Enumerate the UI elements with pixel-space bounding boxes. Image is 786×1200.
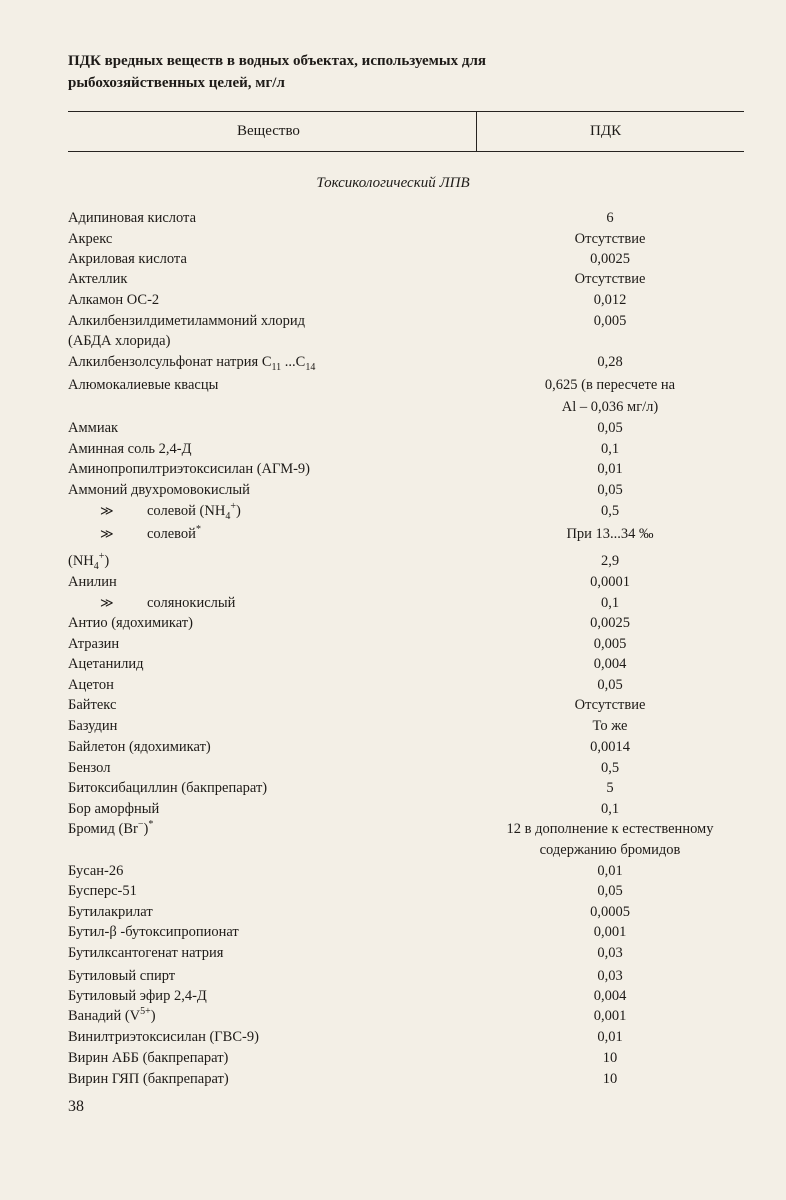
pdk-value: То же xyxy=(592,718,628,734)
pdk-value: Al – 0,036 мг/л) xyxy=(561,399,659,415)
pdk-value: 0,5 xyxy=(600,760,620,776)
column-header-substance: Вещество xyxy=(237,123,300,139)
pdk-value: 6 xyxy=(606,210,614,226)
substance-name: Акрекс xyxy=(68,231,113,247)
substance-name: Бор аморфный xyxy=(68,801,160,817)
substance-name: Бутиловый эфир 2,4-Д xyxy=(68,988,207,1004)
pdk-value: 10 xyxy=(602,1050,618,1066)
ditto-mark: ≫ xyxy=(100,526,114,541)
pdk-value: 0,1 xyxy=(600,595,620,611)
substance-name: Винилтриэтоксисилан (ГВС-9) xyxy=(68,1029,259,1045)
column-header-pdk: ПДК xyxy=(590,123,622,139)
substance-name: Алюмокалиевые квасцы xyxy=(68,377,219,393)
substance-name: Бутил-β -бутоксипропионат xyxy=(68,924,239,940)
substance-name: Алкилбензолсульфонат натрия $C_{11}$ $...C_{14}$ xyxy=(68,354,316,373)
pdk-value: 0,01 xyxy=(597,863,623,879)
substance-name: Бутилакрилат xyxy=(68,904,153,920)
pdk-value: 5 xyxy=(606,780,614,796)
substance-name: Бусперс-51 xyxy=(68,883,137,899)
substance-name: Бусан-26 xyxy=(68,863,124,879)
pdk-value: 0,5 xyxy=(600,503,620,519)
substance-name: Бутиловый спирт xyxy=(68,968,176,984)
substance-name: $(NH_4^+)$ xyxy=(68,551,110,572)
substance-name: Актеллик xyxy=(68,271,128,287)
pdk-value: 0,05 xyxy=(597,883,623,899)
substance-name: Бутилксантогенат натрия xyxy=(68,945,224,961)
pdk-value: 0,05 xyxy=(597,420,623,436)
substance-name: Аминная соль 2,4-Д xyxy=(68,441,192,457)
substance-name: Адипиновая кислота xyxy=(68,210,197,226)
pdk-value: 0,1 xyxy=(600,801,620,817)
substance-name: Аммоний двухромовокислый xyxy=(68,482,250,498)
substance-name: Анилин xyxy=(68,574,117,590)
pdk-value: Отсутствие xyxy=(574,231,646,247)
pdk-value: 0,28 xyxy=(597,354,623,370)
pdk-value: 0,0014 xyxy=(590,739,630,755)
pdk-value: Отсутствие xyxy=(574,271,646,287)
pdk-value: 0,01 xyxy=(597,461,623,477)
substance-name: Битоксибациллин (бакпрепарат) xyxy=(68,780,268,796)
pdk-value: 12 в дополнение к естественному xyxy=(506,821,714,837)
pdk-value: 0,03 xyxy=(597,968,623,984)
pdk-value: 2,9 xyxy=(600,553,620,569)
substance-subname: солевой $(NH_4^+)$ xyxy=(147,501,241,522)
pdk-value: 0,004 xyxy=(593,656,627,672)
pdk-value: 0,03 xyxy=(597,945,623,961)
pdk-value: 0,01 xyxy=(597,1029,623,1045)
ditto-mark: ≫ xyxy=(100,595,114,610)
pdk-value: 0,0025 xyxy=(590,251,630,267)
substance-name: Вирин АББ (бакпрепарат) xyxy=(68,1050,229,1066)
page-number: 38 xyxy=(68,1098,84,1115)
pdk-value: 0,05 xyxy=(597,482,623,498)
ditto-mark: ≫ xyxy=(100,503,114,518)
pdk-value: 0,0005 xyxy=(590,904,630,920)
pdk-value: 10 xyxy=(602,1071,618,1087)
pdk-value: 0,625 (в пересчете на xyxy=(544,377,676,393)
pdk-value: 0,0001 xyxy=(590,574,630,590)
pdk-value: 0,005 xyxy=(593,636,627,652)
substance-name: Ацетанилид xyxy=(68,656,144,672)
substance-name: Бромид (Br−)* xyxy=(68,819,154,837)
substance-name: Байтекс xyxy=(68,697,117,713)
pdk-value: 0,001 xyxy=(593,1008,627,1024)
substance-name: Аммиак xyxy=(68,420,119,436)
substance-name: Аминопропилтриэтоксисилан (АГМ-9) xyxy=(68,461,310,477)
substance-subname: солянокислый xyxy=(147,595,236,611)
pdk-value: При 13...34 ‰ xyxy=(566,526,654,542)
substance-name: Атразин xyxy=(68,636,120,652)
pdk-value: Отсутствие xyxy=(574,697,646,713)
pdk-value: 0,0025 xyxy=(590,615,630,631)
pdk-value: 0,004 xyxy=(593,988,627,1004)
pdk-value: 0,001 xyxy=(593,924,627,940)
substance-name: (АБДА хлорида) xyxy=(68,333,171,349)
substance-name: Ванадий $(V^{5+})$ xyxy=(68,1006,156,1024)
substance-name: Ацетон xyxy=(68,677,114,693)
substance-name: Базудин xyxy=(68,718,118,734)
substance-subname: солевой* xyxy=(147,524,201,542)
document-title: ПДК вредных веществ в водных объектах, используемых для рыбохозяйственных целей, мг/л xyxy=(68,53,486,91)
pdk-value: 0,05 xyxy=(597,677,623,693)
substance-name: Байлетон (ядохимикат) xyxy=(68,739,211,755)
substance-name: Вирин ГЯП (бакпрепарат) xyxy=(68,1071,229,1087)
substance-name: Акриловая кислота xyxy=(68,251,187,267)
pdk-value: 0,012 xyxy=(593,292,627,308)
pdk-value: содержанию бромидов xyxy=(539,842,681,858)
section-heading: Токсикологический ЛПВ xyxy=(316,175,470,191)
pdk-value: 0,005 xyxy=(593,313,627,329)
substance-name: Бензол xyxy=(68,760,111,776)
pdk-value: 0,1 xyxy=(600,441,620,457)
substance-name: Алкамон ОС-2 xyxy=(68,292,160,308)
substance-name: Антио (ядохимикат) xyxy=(68,615,193,631)
substance-name: Алкилбензилдиметиламмоний хлорид xyxy=(68,313,305,329)
